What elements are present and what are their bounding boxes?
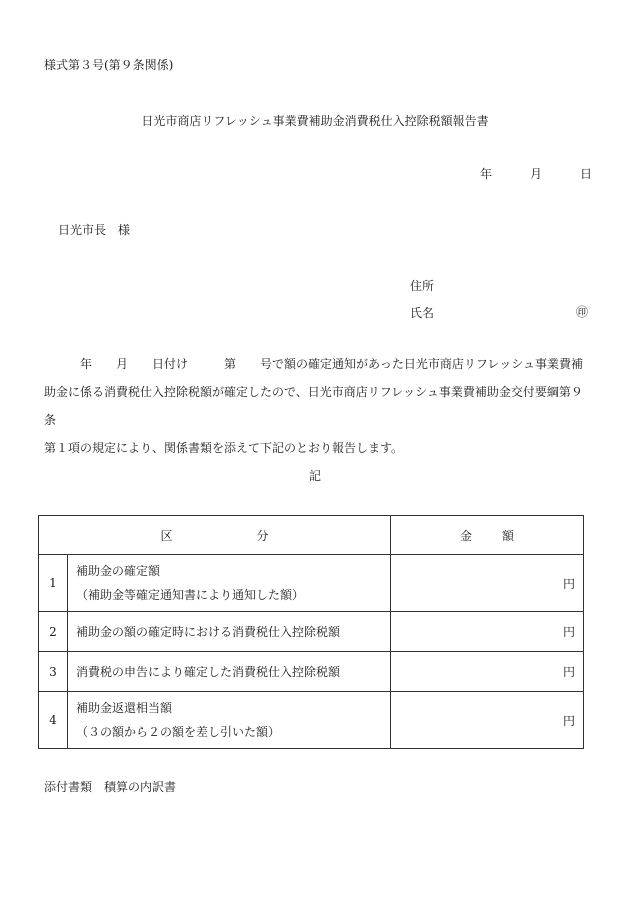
table-row	[39, 652, 584, 692]
date-line	[480, 165, 592, 182]
row-item: 消費税の申告により確定した消費税仕入控除税額	[68, 652, 391, 692]
address-label: 住所	[410, 279, 435, 293]
form-number: 様式第３号(第９条関係)	[44, 58, 174, 72]
date-day: 日	[580, 167, 593, 181]
row-amount: 円	[391, 612, 584, 652]
body-line-1: 年 月 日付け 第 号で額の確定通知があった日光市商店リフレッシュ事業費補	[80, 357, 584, 371]
date-month: 月	[530, 167, 543, 181]
body-line-3: 第１項の規定により、関係書類を添えて下記のとおり報告します。	[44, 441, 404, 455]
attachments-line: 添付書類 積算の内訳書	[44, 780, 177, 794]
ki-heading: 記	[308, 469, 321, 483]
row-item: 補助金返還相当額 （３の額から２の額を差し引いた額）	[68, 692, 391, 749]
document-title: 日光市商店リフレッシュ事業費補助金消費税仕入控除税額報告書	[141, 114, 489, 128]
body-line-2: 助金に係る消費税仕入控除税額が確定したので、日光市商店リフレッシュ事業費補助金交付要綱第９条	[44, 385, 583, 427]
row-number: 2	[39, 612, 68, 652]
row-amount: 円	[391, 692, 584, 749]
row-number: 1	[39, 555, 68, 612]
table-row	[39, 555, 584, 612]
row-amount: 円	[391, 652, 584, 692]
row-item: 補助金の額の確定時における消費税仕入控除税額	[68, 612, 391, 652]
addressee: 日光市長 様	[58, 223, 131, 237]
table-header-row	[39, 516, 584, 555]
report-table	[38, 515, 584, 749]
header-amount: 金 額	[391, 516, 584, 555]
table-row	[39, 612, 584, 652]
row-item: 補助金の確定額 （補助金等確定通知書により通知した額）	[68, 555, 391, 612]
row-number: 3	[39, 652, 68, 692]
name-label: 氏名	[410, 306, 435, 320]
report-body	[44, 350, 592, 462]
seal-mark: ㊞	[576, 305, 589, 319]
row-number: 4	[39, 692, 68, 749]
date-year: 年	[480, 167, 493, 181]
row-amount: 円	[391, 555, 584, 612]
table-row	[39, 692, 584, 749]
header-category: 区 分	[39, 516, 391, 555]
